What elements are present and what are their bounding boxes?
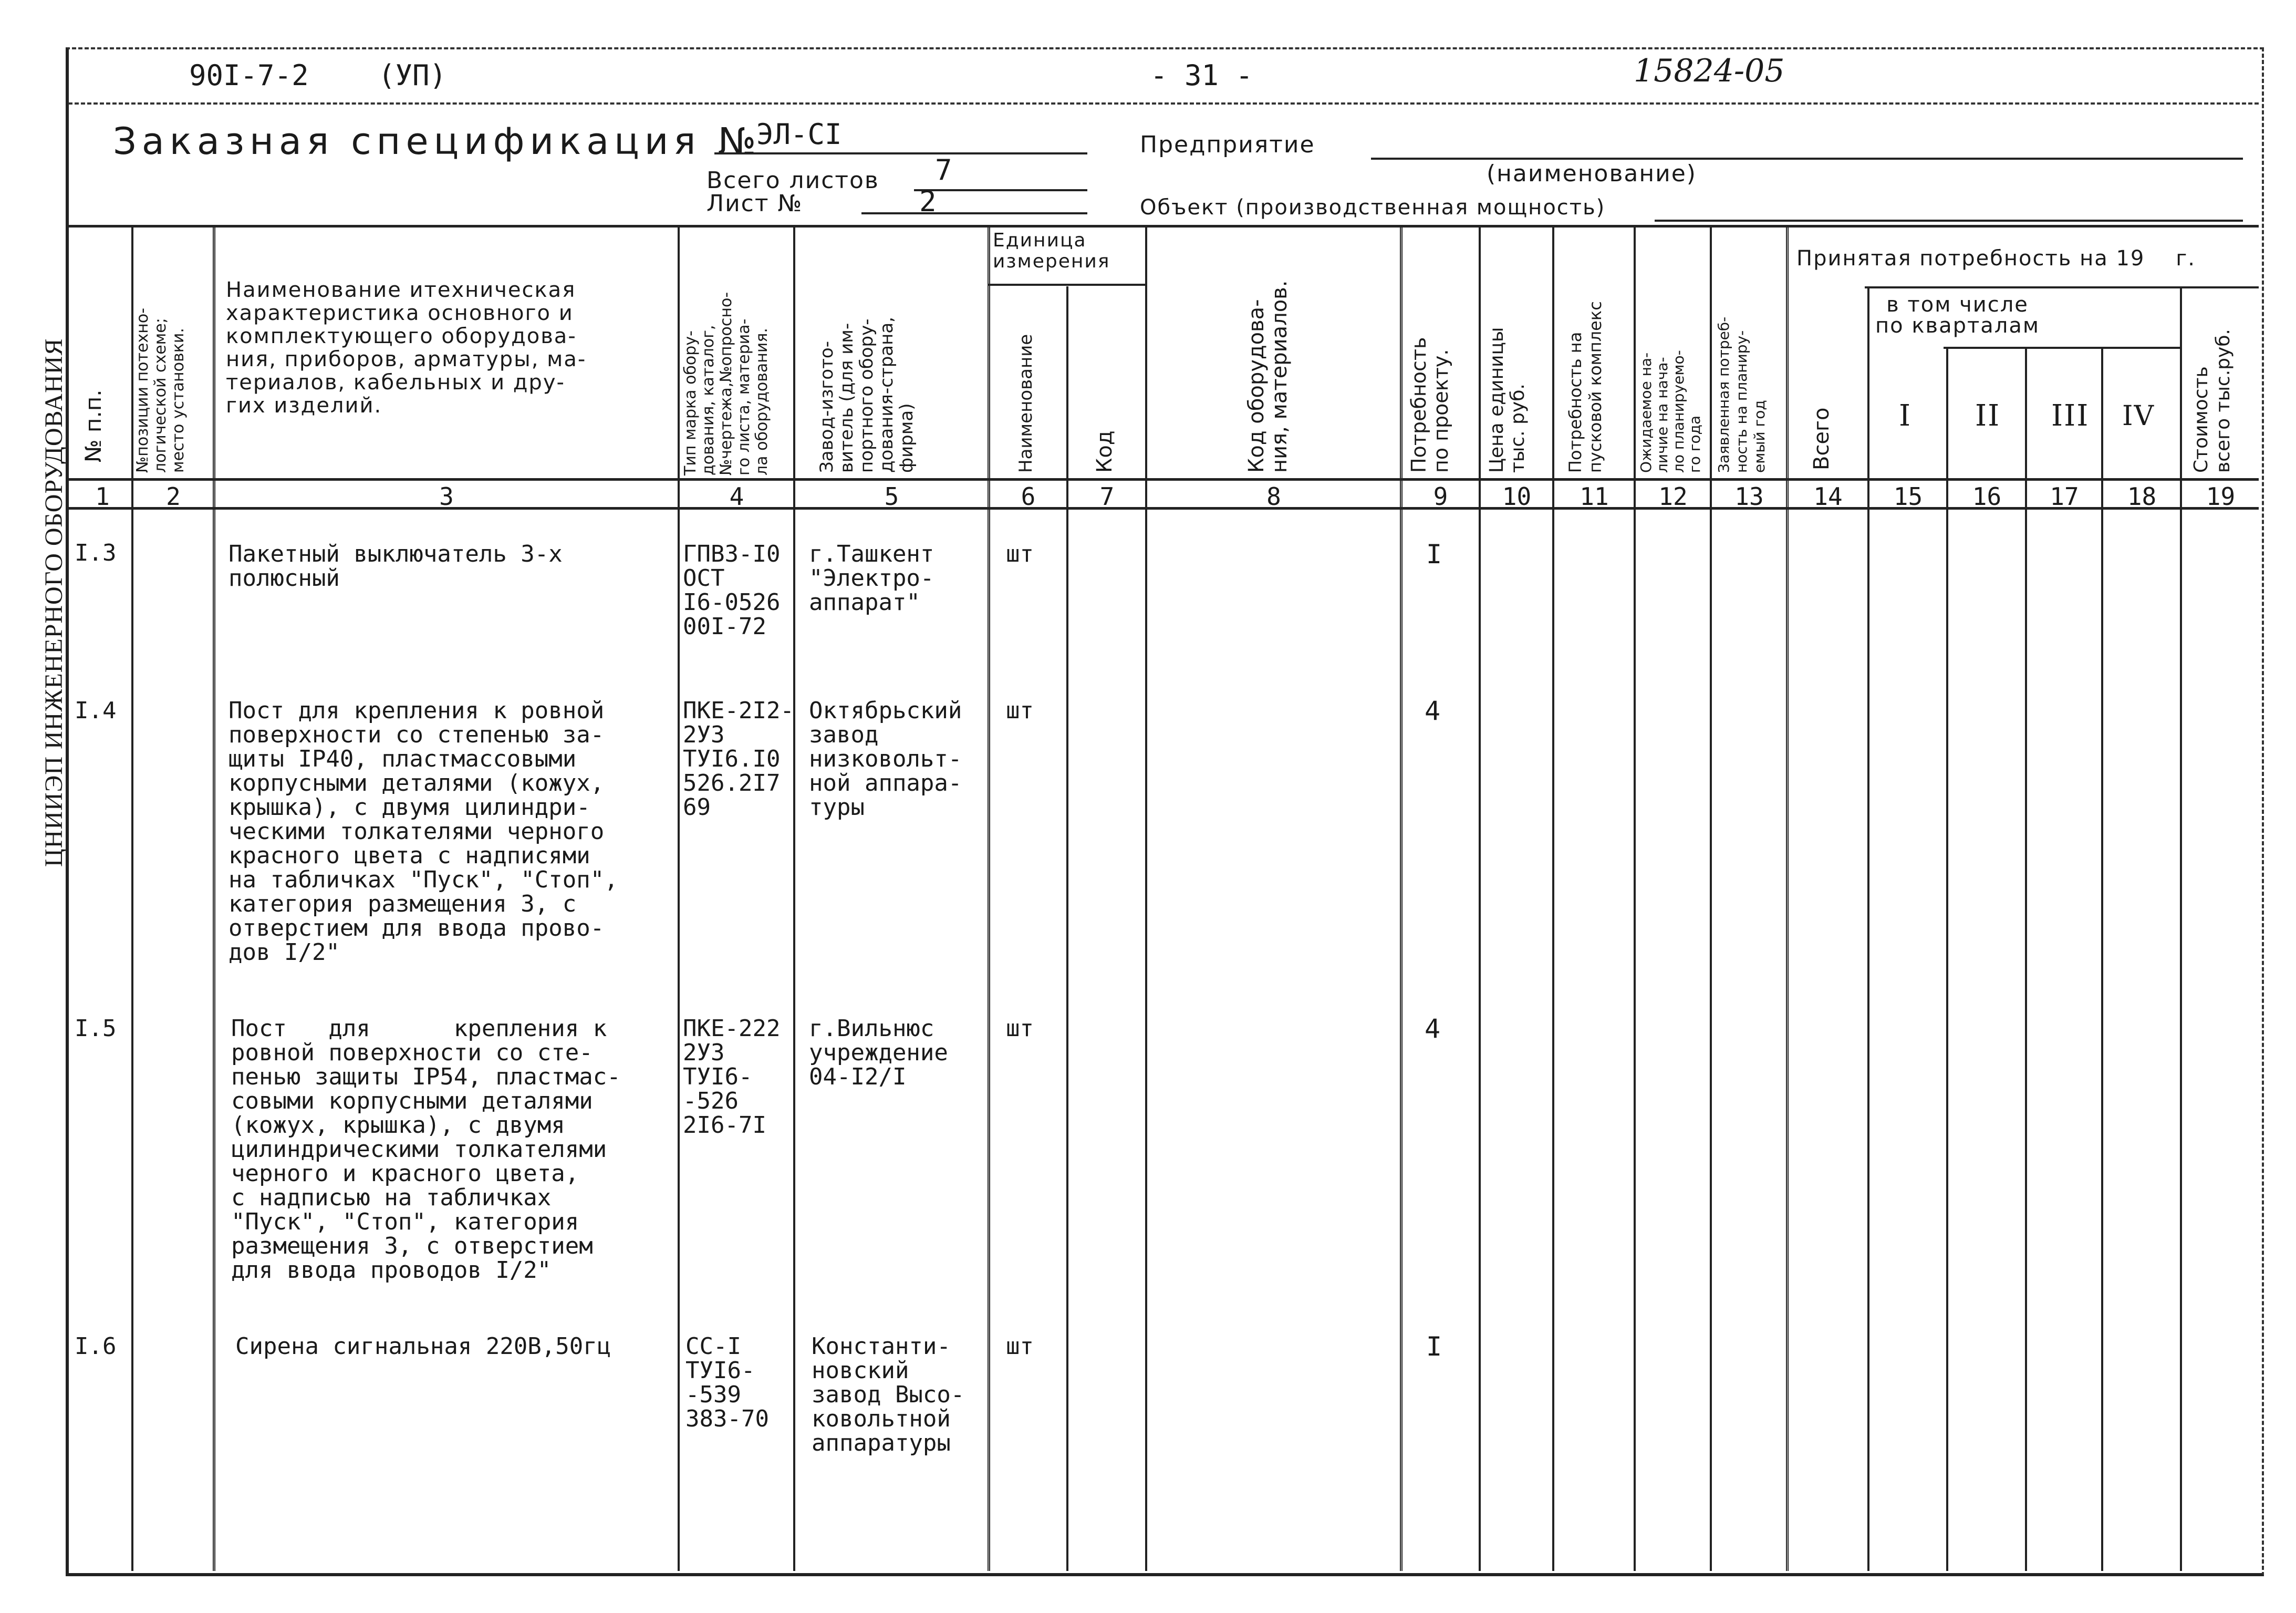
col-number: 11 — [1580, 482, 1609, 511]
col-line-9 — [1479, 226, 1481, 1571]
row-manufacturer: г.Ташкент "Электро- аппарат" — [809, 541, 934, 616]
row-unit: шт — [1006, 541, 1034, 567]
col-line-15 — [1946, 347, 1948, 1571]
enterprise-line — [1371, 158, 2243, 160]
col-number: 5 — [884, 482, 899, 511]
col-number: 19 — [2206, 482, 2236, 511]
col-line-5 — [988, 226, 990, 1571]
total-sheets-label: Всего листов — [707, 167, 879, 194]
sheet-label: Лист № — [707, 190, 803, 217]
col-number: 7 — [1099, 482, 1115, 511]
col-number: 9 — [1433, 482, 1448, 511]
col-number: 16 — [1972, 482, 2002, 511]
col-line-12 — [1710, 226, 1712, 1571]
row-quantity: 4 — [1425, 1014, 1441, 1044]
table-top-border — [68, 225, 2259, 228]
col-number: 4 — [729, 482, 744, 511]
row-item-name: Пакетный выключатель 3-х полюсный — [228, 541, 563, 592]
col-header-14: Всего — [1810, 407, 1834, 470]
col-line-7 — [1145, 226, 1147, 1571]
col-number: 12 — [1658, 482, 1688, 511]
row-manufacturer: Константи- новский завод Высо- ковольтной аппаратуры — [812, 1333, 965, 1456]
accepted-group-line — [1865, 286, 2259, 288]
col-header-9: Потребность по проекту. — [1407, 337, 1452, 473]
col-header-5: Завод-изгото- витель (для им- портного обору- дования-страна, фирма) — [816, 316, 917, 473]
col-number: 1 — [95, 482, 110, 511]
col-number: 8 — [1266, 482, 1281, 511]
spec-title: Заказная спецификация № — [113, 120, 762, 163]
col-header-4: Тип марка обору- дования, каталог, №чертежа,№опросно- го листа, материа- ла оборудования. — [681, 292, 771, 475]
col-header-q4: IV — [2122, 400, 2155, 432]
col-line-4 — [793, 226, 795, 1571]
col-line-13 — [1786, 226, 1789, 1571]
unit-group-line — [988, 284, 1145, 286]
row-position: I.5 — [75, 1015, 117, 1042]
col-header-q3: III — [2051, 399, 2090, 433]
col-header-2: №позиции потехно- логической схеме; место установки. — [133, 307, 188, 473]
col-header-13: Заявленная потреб- ность на планиру- емый год — [1715, 316, 1768, 473]
doc-suffix: (УП) — [378, 59, 447, 92]
row-manufacturer: Октябрьский завод низковольт- ной аппара- туры — [809, 697, 962, 821]
accepted-demand-label: Принятая потребность на 19 г. — [1796, 246, 2196, 271]
col-number: 6 — [1021, 482, 1036, 511]
col-number: 13 — [1734, 482, 1764, 511]
col-line-6 — [1066, 286, 1068, 1571]
row-item-name: Пост для крепления к ровной поверхности со сте- пенью защиты IP54, пластмас- совыми корпусными деталями (кожух, крышка), с двумя цилиндрическими толкателями черного и красного цвета, с надписью на табличках "Пуск", "Стоп", категория размещения 3, с отверстием для ввода проводов I/2" — [231, 1015, 621, 1284]
table-header-border — [68, 478, 2259, 481]
row-item-name: Пост для крепления к ровной поверхности со степенью за- щиты IP40, пластмассовыми корпусными деталями (кожух, крышка), с двумя цилиндри- ческими толкателями черного красного цвета с надписями на табличках "Пуск", "Стоп", категория размещения 3, с отверстием для ввода прово- дов I/2" — [228, 697, 618, 966]
row-manufacturer: г.Вильнюс учреждение 04-I2/I — [809, 1015, 948, 1090]
spec-number-line — [714, 152, 1087, 154]
total-sheets-value: 7 — [935, 153, 952, 187]
naming-label: (наименование) — [1487, 160, 1697, 187]
col-number: 18 — [2127, 482, 2157, 511]
col-header-1: № п.п. — [80, 389, 106, 462]
row-position: I.6 — [75, 1333, 117, 1360]
object-line — [1655, 220, 2243, 222]
col-header-8: Код оборудова- ния, материалов. — [1244, 280, 1292, 473]
row-type-mark: СС-I ТУI6- -539 383-70 — [685, 1333, 769, 1432]
object-label: Объект (производственная мощность) — [1140, 195, 1606, 220]
col-header-7: Код — [1093, 430, 1117, 473]
side-organization-label — [16, 105, 68, 972]
row-position: I.3 — [75, 540, 117, 566]
side-label-text: ЦНИИЭП ИНЖЕНЕРНОГО ОБОРУДОВАНИЯ — [40, 338, 68, 867]
col-number: 14 — [1813, 482, 1843, 511]
row-unit: шт — [1006, 1015, 1034, 1042]
col-line-10 — [1552, 226, 1554, 1571]
col-number: 2 — [166, 482, 181, 511]
col-header-6: Наименование — [1015, 334, 1036, 473]
sheet-number: 2 — [919, 185, 937, 218]
col-header-19: Стоимость всего тыс.руб. — [2190, 329, 2234, 473]
col-line-18 — [2180, 286, 2182, 1571]
row-position: I.4 — [75, 697, 117, 724]
row-quantity: 4 — [1425, 696, 1441, 726]
col-number: 15 — [1893, 482, 1923, 511]
handwritten-stamp: 15824-05 — [1634, 53, 1785, 89]
row-item-name: Сирена сигнальная 220В,50гц — [235, 1333, 611, 1360]
col-line-2 — [213, 226, 215, 1571]
col-header-12: Ожидаемое на- личие на нача- ло планируемо- го года — [1637, 350, 1703, 473]
col-header-q2: II — [1975, 399, 2001, 433]
enterprise-label: Предприятие — [1140, 131, 1315, 158]
col-header-unit-group: Единица измерения — [993, 230, 1110, 272]
row-type-mark: ПКЕ-222 2УЗ ТУI6- -526 2I6-7I — [683, 1015, 781, 1139]
col-header-10: Цена единицы тыс. руб. — [1486, 327, 1529, 473]
doc-code: 90I-7-2 — [189, 59, 309, 92]
row-unit: шт — [1006, 1333, 1034, 1360]
col-line-14 — [1867, 286, 1869, 1571]
row-type-mark: ПКЕ-2I2- 2УЗ ТУI6.I0 526.2I7 69 — [683, 697, 794, 821]
col-header-3: Наименование итехническая характеристика основного и комплектующего оборудова- ния, приборов, арматуры, ма- териалов, кабельных и дру- гих изделий. — [226, 278, 587, 418]
col-line-3 — [678, 226, 680, 1571]
col-number: 10 — [1502, 482, 1532, 511]
col-header-11: Потребность на пусковой комплекс — [1565, 301, 1605, 473]
col-line-17 — [2101, 347, 2103, 1571]
total-sheets-line — [914, 189, 1087, 191]
row-unit: шт — [1006, 697, 1034, 724]
sheet-line — [861, 212, 1087, 214]
quarter-group-line — [1944, 347, 2180, 349]
row-type-mark: ГПВЗ-I0 ОСТ I6-0526 00I-72 — [683, 541, 781, 640]
col-line-8 — [1400, 226, 1402, 1571]
row-quantity: I — [1426, 1331, 1442, 1362]
quarters-label: в том числе по кварталам — [1875, 293, 2040, 338]
row-quantity: I — [1426, 539, 1442, 570]
col-number: 17 — [2050, 482, 2079, 511]
col-number: 3 — [439, 482, 454, 511]
col-line-11 — [1634, 226, 1636, 1571]
col-header-q1: I — [1899, 399, 1912, 433]
header-divider — [68, 102, 2259, 105]
spec-number: ЭЛ-CI — [756, 118, 842, 151]
page-number: - 31 - — [1150, 59, 1253, 92]
col-line-16 — [2025, 347, 2027, 1571]
